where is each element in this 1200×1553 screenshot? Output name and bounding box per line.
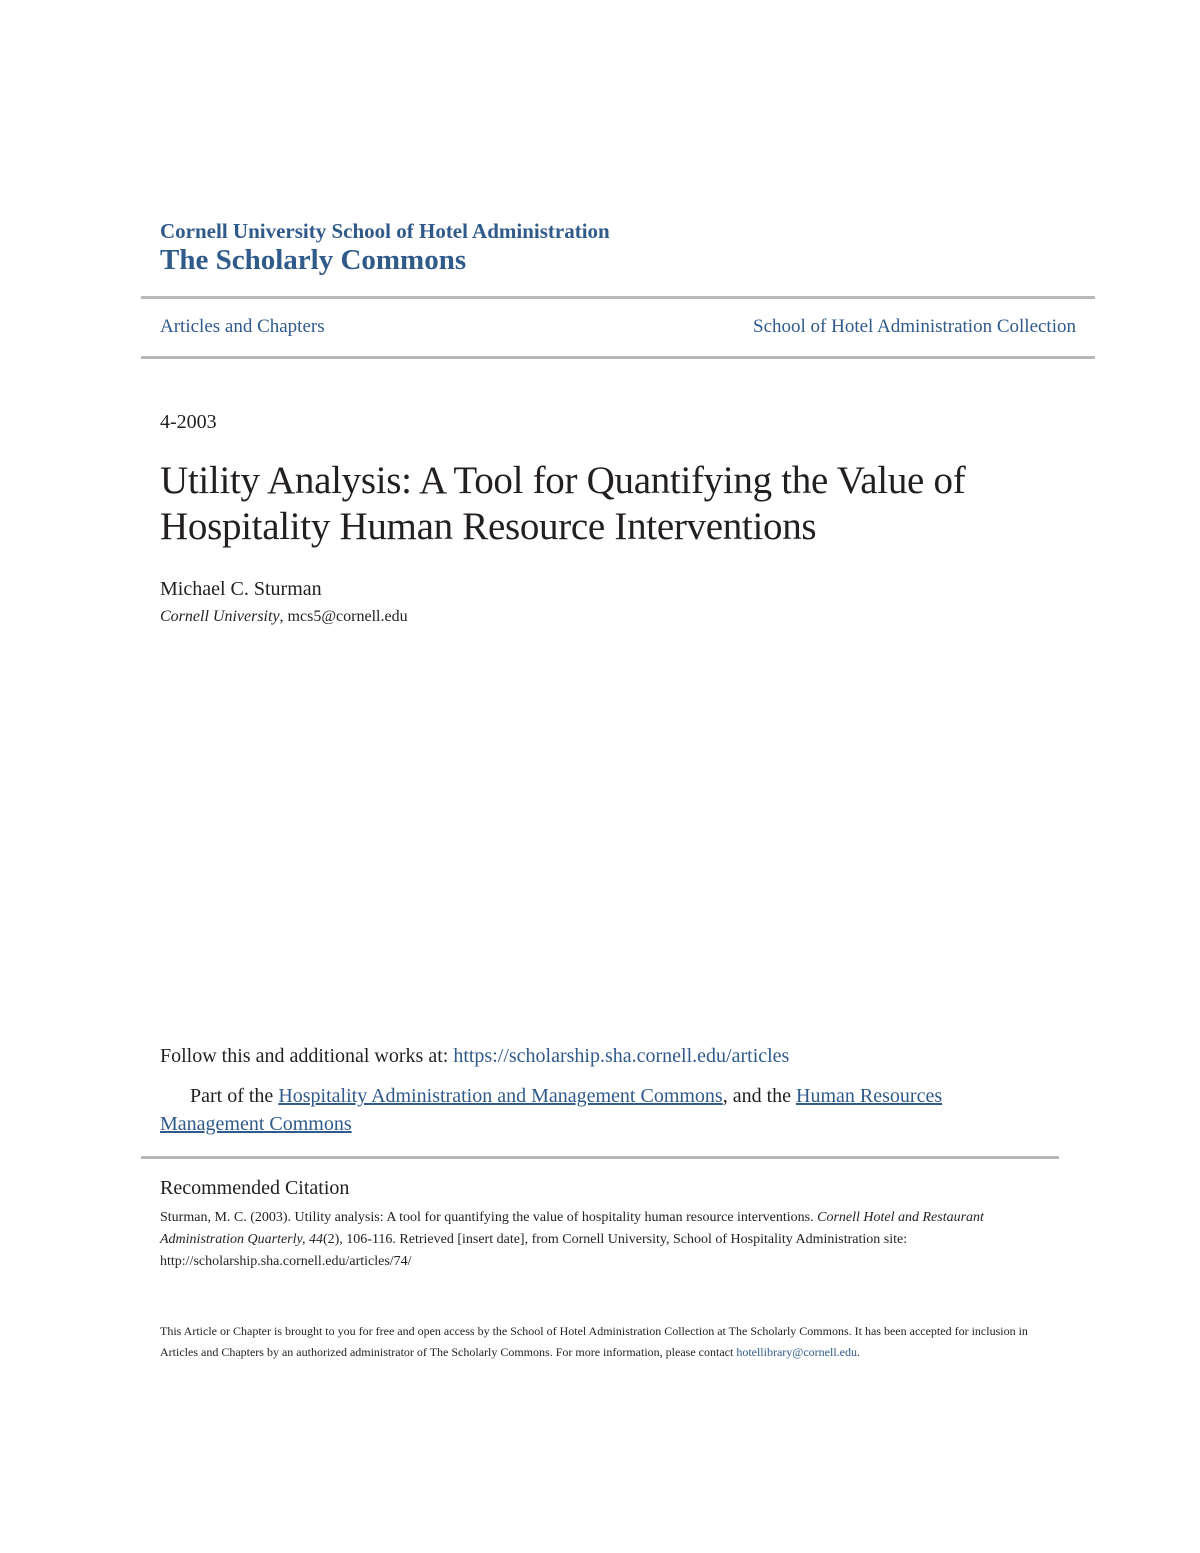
part-of-prefix: Part of the	[190, 1085, 279, 1107]
library-email-link[interactable]: hotellibrary@cornell.edu	[736, 1345, 857, 1359]
author-name: Michael C. Sturman	[160, 578, 322, 600]
citation-divider	[141, 1156, 1059, 1159]
notice-end: .	[857, 1345, 860, 1359]
publication-date: 4-2003	[160, 411, 217, 433]
follow-line	[160, 1045, 789, 1068]
access-notice	[160, 1321, 1045, 1363]
part-of-middle: , and the	[722, 1085, 797, 1107]
notice-text: This Article or Chapter is brought to you for free and open access by the School of Hotel Administration Collection at The Scholarly Commons. It has been accepted for inclusion in Articles and Chapters by an authorized administrator of The Scholarly Commons. For more information, please contact	[160, 1324, 1028, 1359]
institution-name: Cornell University School of Hotel Administration	[160, 219, 610, 243]
repository-name: The Scholarly Commons	[160, 244, 467, 276]
citation-heading: Recommended Citation	[160, 1177, 350, 1199]
top-divider	[141, 296, 1095, 299]
hr-commons-link[interactable]: Human Resources Management Commons	[160, 1085, 943, 1135]
citation-part1: Sturman, M. C. (2003). Utility analysis: A tool for quantifying the value of hospitality human resource interventions.	[160, 1210, 818, 1225]
citation-part2: (2), 106-116. Retrieved [insert date], from Cornell University, School of Hospitality Administration site: http://scholarship.sha.cornell.edu/articles/74/	[160, 1232, 908, 1269]
author-affiliation	[160, 608, 408, 626]
article-title: Utility Analysis: A Tool for Quantifying the Value of Hospitality Human Resource Interventions	[160, 459, 966, 548]
citation-journal: Cornell Hotel and Restaurant Administration Quarterly, 44	[160, 1210, 984, 1247]
part-of-line	[160, 1082, 1030, 1138]
articles-and-chapters-link[interactable]: Articles and Chapters	[160, 316, 325, 337]
affiliation-name: Cornell University	[160, 608, 280, 625]
hospitality-commons-link[interactable]: Hospitality Administration and Management Commons	[278, 1085, 723, 1107]
articles-url-link[interactable]: https://scholarship.sha.cornell.edu/articles	[453, 1045, 790, 1067]
affiliation-email: , mcs5@cornell.edu	[279, 608, 408, 625]
follow-label: Follow this and additional works at:	[160, 1045, 454, 1067]
collection-link[interactable]: School of Hotel Administration Collection	[753, 316, 1076, 337]
nav-divider	[141, 356, 1095, 359]
citation-text	[160, 1207, 1045, 1273]
